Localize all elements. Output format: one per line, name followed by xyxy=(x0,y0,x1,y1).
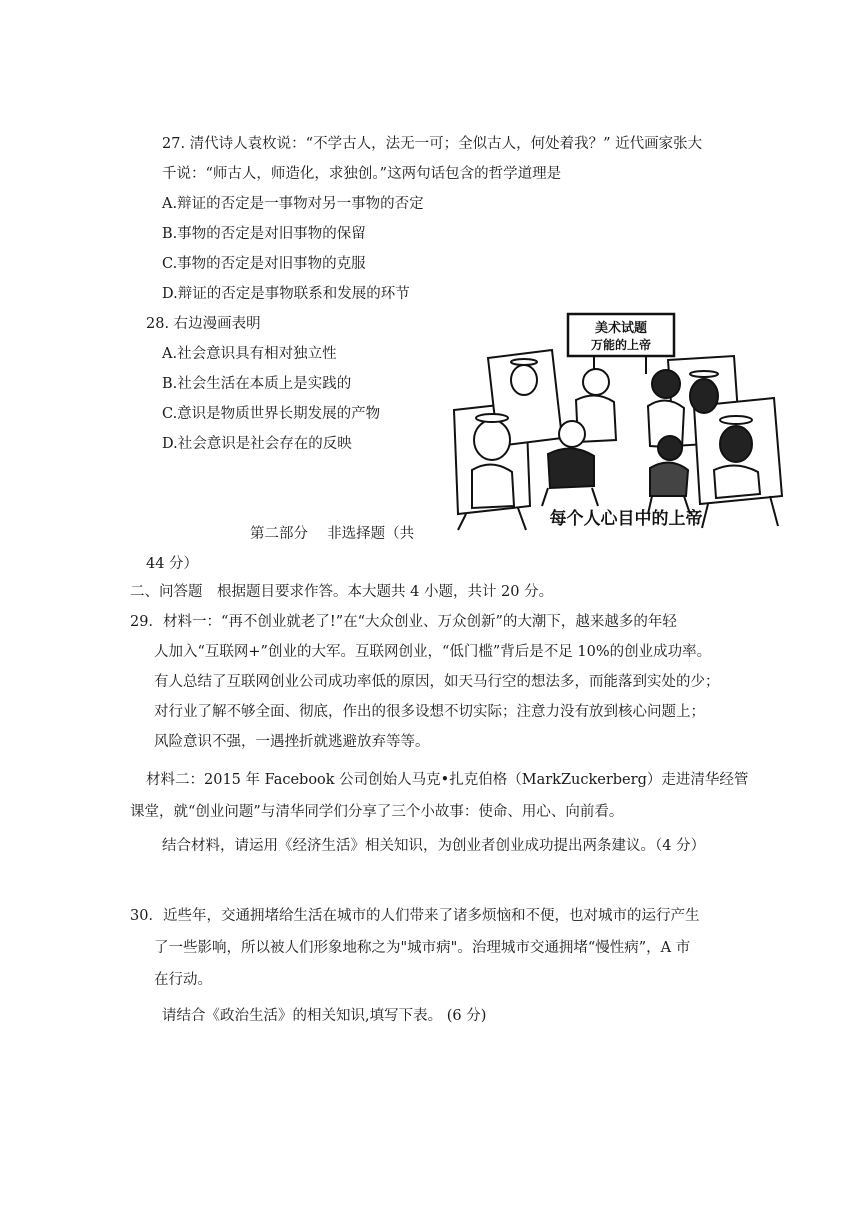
q28-option-d: D.社会意识是社会存在的反映 xyxy=(162,436,352,452)
cartoon-sign-line1: 美术试题 xyxy=(594,321,648,336)
q29-line1: 29．材料一：“再不创业就老了!”在“大众创业、万众创新”的大潮下，越来越多的年轻 xyxy=(130,614,677,630)
q30-line3: 在行动。 xyxy=(154,972,212,988)
q27-stem-line2: 千说：“师古人，师造化，求独创。”这两句话包含的哲学道理是 xyxy=(162,166,562,182)
q29-material2-line2: 课堂，就“创业问题”与清华同学们分享了三个小故事：使命、用心、向前看。 xyxy=(130,804,624,820)
q28-option-c: C.意识是物质世界长期发展的产物 xyxy=(162,406,381,422)
q27-option-b: B.事物的否定是对旧事物的保留 xyxy=(162,226,366,242)
part2-heading: 第二部分 非选择题（共 xyxy=(250,526,415,542)
q27-option-a: A.辩证的否定是一事物对另一事物的否定 xyxy=(162,196,424,212)
q27-option-c: C.事物的否定是对旧事物的克服 xyxy=(162,256,366,272)
section2-instructions: 二、问答题 根据题目要求作答。本大题共 4 小题，共计 20 分。 xyxy=(130,584,554,600)
q29-material2-line1: 材料二：2015 年 Facebook 公司创始人马克•扎克伯格（MarkZuckerberg）走进清华经管 xyxy=(146,772,749,788)
q29-line3: 有人总结了互联网创业公司成功率低的原因，如天马行空的想法多，而能落到实处的少； xyxy=(154,674,720,690)
q29-line5: 风险意识不强，一遇挫折就逃避放弃等等。 xyxy=(154,734,430,750)
part2-heading-cont: 44 分） xyxy=(146,556,199,572)
q27-stem-line1: 27. 清代诗人袁枚说：“不学古人，法无一可；全似古人，何处着我？” 近代画家张大 xyxy=(162,136,703,152)
q29-question: 结合材料，请运用《经济生活》相关知识，为创业者创业成功提出两条建议。（4 分） xyxy=(162,838,706,854)
q30-question: 请结合《政治生活》的相关知识,填写下表。 (6 分) xyxy=(162,1008,487,1024)
q29-line2: 人加入“互联网+”创业的大军。互联网创业，“低门槛”背后是不足 10%的创业成功率。 xyxy=(154,644,712,660)
q28-option-b: B.社会生活在本质上是实践的 xyxy=(162,376,352,392)
q28-stem: 28. 右边漫画表明 xyxy=(146,316,261,332)
q30-line2: 了一些影响，所以被人们形象地称之为"城市病"。治理城市交通拥堵“慢性病”，A 市 xyxy=(154,940,691,956)
q30-line1: 30．近些年，交通拥堵给生活在城市的人们带来了诸多烦恼和不便，也对城市的运行产生 xyxy=(130,908,700,924)
q29-line4: 对行业了解不够全面、彻底，作出的很多设想不切实际；注意力没有放到核心问题上； xyxy=(154,704,705,720)
cartoon-sign-line2: 万能的上帝 xyxy=(590,338,652,352)
q27-option-d: D.辩证的否定是事物联系和发展的环节 xyxy=(162,286,410,302)
cartoon-illustration xyxy=(444,310,800,532)
q28-option-a: A.社会意识具有相对独立性 xyxy=(162,346,337,362)
cartoon-caption: 每个人心目中的上帝 xyxy=(549,509,703,529)
